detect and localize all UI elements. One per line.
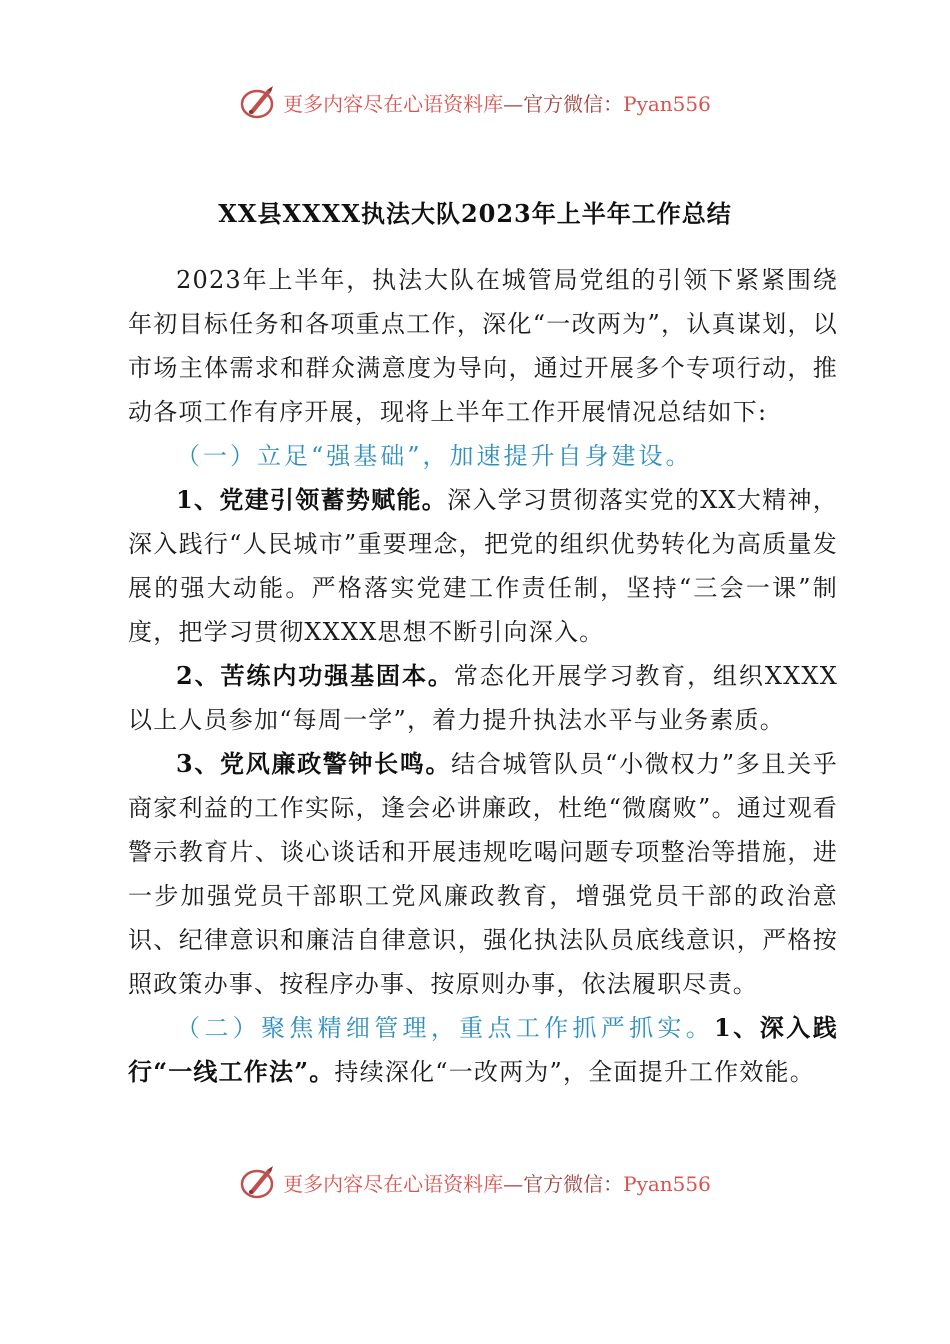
- banner-wechat-id: Pyan556: [623, 91, 711, 116]
- banner-text: [283, 88, 711, 117]
- pen-quill-logo-icon: [239, 1162, 279, 1202]
- item-lead-3: 3、党风廉政警钟长鸣。: [176, 749, 452, 778]
- intro-paragraph: 2023年上半年，执法大队在城管局党组的引领下紧紧围绕年初目标任务和各项重点工作，深化“一改两为”，认真谋划，以市场主体需求和群众满意度为导向，通过开展多个专项行动，推动各项工作有序开展，现将上半年工作开展情况总结如下:: [128, 266, 838, 426]
- footer-banner: [0, 1160, 950, 1204]
- item-paragraph-1: [128, 478, 838, 654]
- document-title: XX县XXXX执法大队2023年上半年工作总结: [218, 199, 732, 228]
- item-body-1: 深入学习贯彻落实党的XX大精神，深入践行“人民城市”重要理念，把党的组织优势转化为高质量发展的强大动能。严格落实党建工作责任制，坚持“三会一课”制度，把学习贯彻XXXX思想不断引向深入。: [128, 486, 839, 646]
- item-body-3: 结合城管队员“小微权力”多且关乎商家利益的工作实际，逢会必讲廉政，杜绝“微腐败”。通过观看警示教育片、谈心谈话和开展违规吃喝问题专项整治等措施，进一步加强党员干部职工党风廉政教育，增强党员干部的政治意识、纪律意识和廉洁自律意识，强化执法队员底线意识，严格按照政策办事、按程序办事、按原则办事，依法履职尽责。: [128, 750, 838, 998]
- pen-quill-logo-icon: [239, 82, 279, 122]
- item-body-4: 持续深化“一改两为”，全面提升工作效能。: [334, 1058, 815, 1086]
- banner-separator-text: —官方微信：: [503, 1171, 624, 1196]
- item-lead-2: 2、苦练内功强基固本。: [176, 661, 454, 690]
- section-heading-1: （一）立足“强基础”，加速提升自身建设。: [176, 442, 693, 470]
- item-body-2: 常态化开展学习教育，组织XXXX以上人员参加“每周一学”，着力提升执法水平与业务素质。: [128, 662, 838, 734]
- banner-main-text: 更多内容尽在心语资料库: [283, 1171, 504, 1196]
- section-heading-2: （二）聚焦精细管理，重点工作抓严抓实。: [176, 1014, 715, 1042]
- item-paragraph-4: [128, 1006, 838, 1094]
- item-lead-4: 1、深入践行“一线工作法”。: [128, 1013, 838, 1086]
- banner-wechat-id: Pyan556: [623, 1171, 711, 1196]
- header-banner: [0, 80, 950, 124]
- item-paragraph-3: [128, 742, 838, 1006]
- item-lead-1: 1、党建引领蓄势赋能。: [176, 485, 448, 514]
- banner-text: [283, 1168, 711, 1197]
- banner-main-text: 更多内容尽在心语资料库: [283, 91, 504, 116]
- item-paragraph-2: [128, 654, 838, 742]
- document-body: [128, 258, 838, 1094]
- banner-separator-text: —官方微信：: [503, 91, 624, 116]
